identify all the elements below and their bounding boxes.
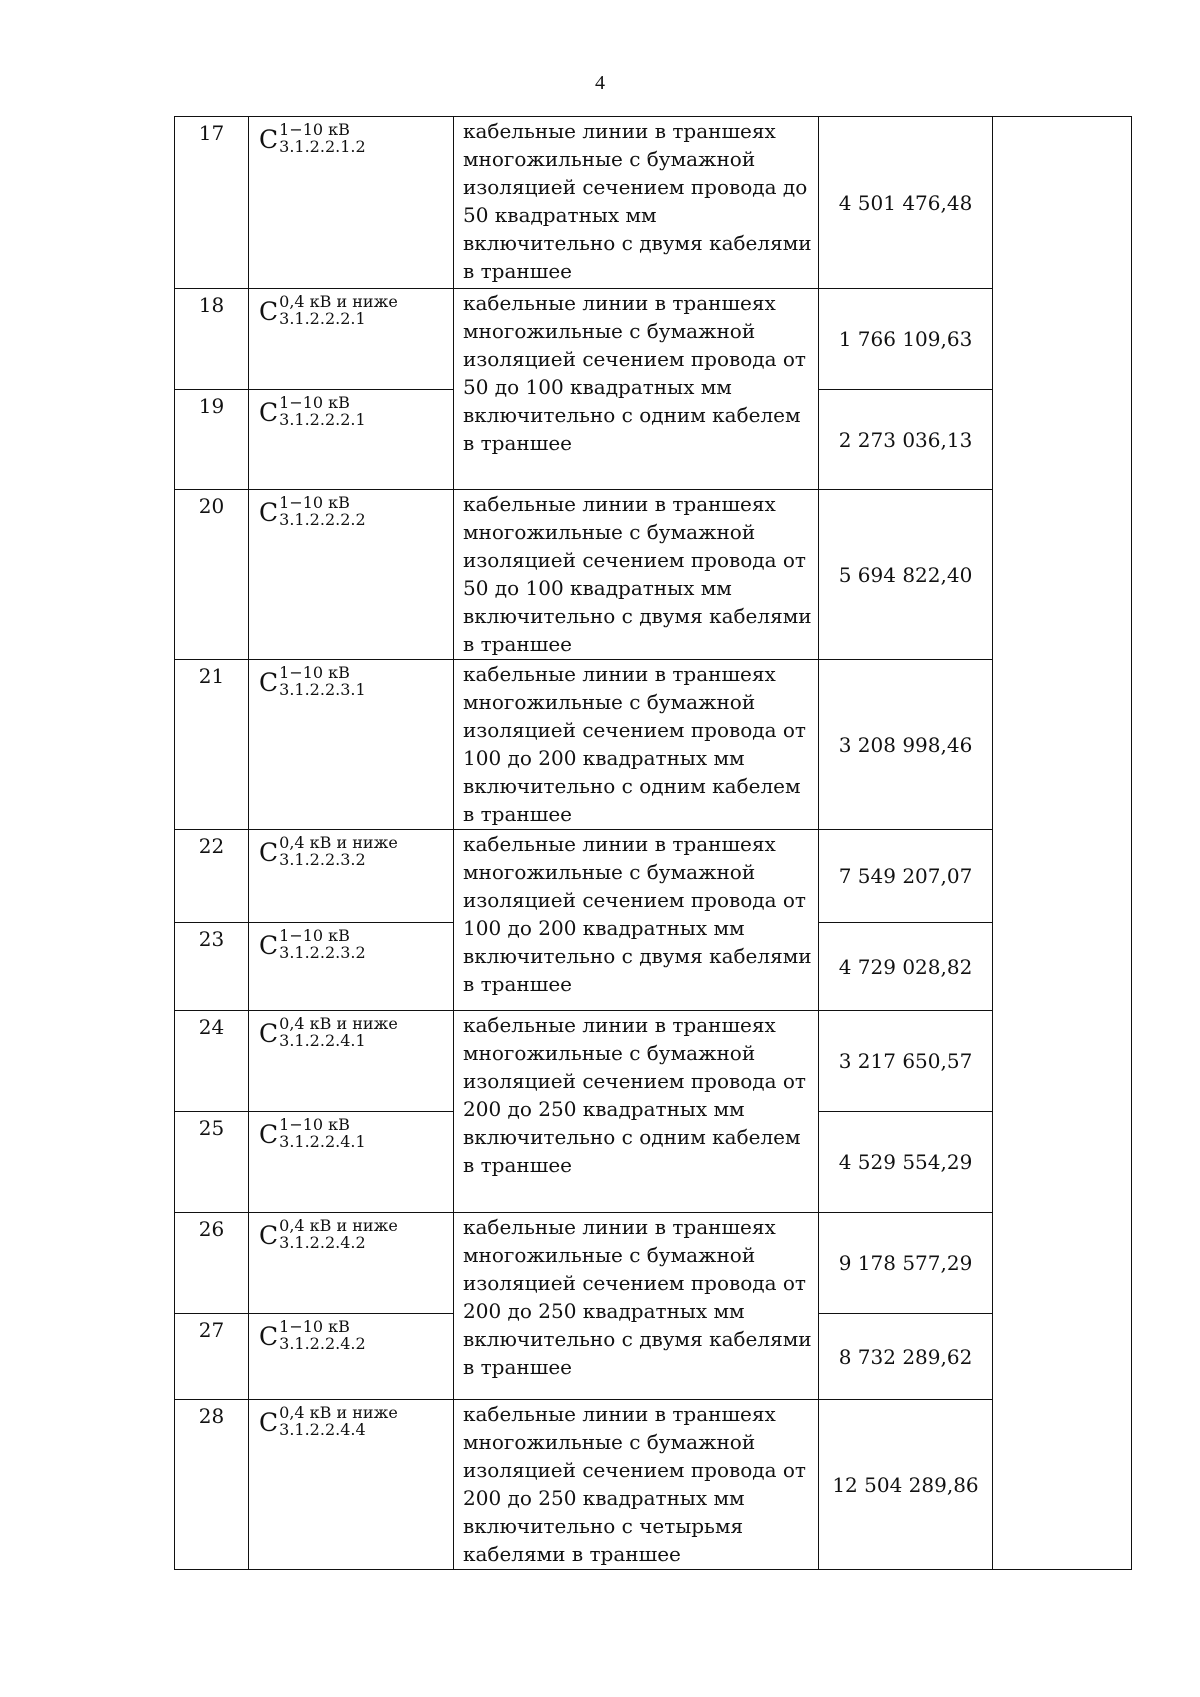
code-superscript: 1−10 кВ [279,1115,350,1134]
page-number: 4 [595,72,605,94]
code-subscript: 3.1.2.2.4.4 [279,1420,366,1439]
code-subscript: 3.1.2.2.4.2 [279,1334,366,1353]
row-number: 17 [175,117,249,289]
row-number: 24 [175,1011,249,1112]
tariff-table [174,116,1132,1570]
code-subscript: 3.1.2.2.2.1 [279,410,366,429]
code-letter: С [259,398,279,427]
code-subscript: 3.1.2.2.3.2 [279,943,366,962]
table-row [175,1400,1132,1570]
row-number: 20 [175,490,249,660]
value-cell: 4 729 028,82 [819,923,993,1011]
value-cell: 4 529 554,29 [819,1112,993,1213]
code-letter: С [259,125,279,154]
code-superscript: 1−10 кВ [279,926,350,945]
code-subscript: 3.1.2.2.4.2 [279,1233,366,1252]
value-cell: 12 504 289,86 [819,1400,993,1570]
value-cell: 3 208 998,46 [819,660,993,830]
rate-code [249,1011,454,1112]
row-number: 25 [175,1112,249,1213]
description-cell: кабельные линии в траншеях многожильные с бумажной изоляцией сечением провода от 200 до 250 квадратных мм включительно с двумя кабелями в траншее [454,1213,819,1400]
value-cell: 5 694 822,40 [819,490,993,660]
rate-code [249,289,454,390]
table-row [175,830,1132,923]
table-row [175,1011,1132,1112]
code-superscript: 0,4 кВ и ниже [279,1403,398,1422]
row-number: 26 [175,1213,249,1314]
code-subscript: 3.1.2.2.4.1 [279,1031,366,1050]
row-number: 22 [175,830,249,923]
description-cell: кабельные линии в траншеях многожильные с бумажной изоляцией сечением провода от 200 до 250 квадратных мм включительно с одним кабелем в траншее [454,1011,819,1213]
row-number: 19 [175,390,249,490]
code-subscript: 3.1.2.2.3.1 [279,680,366,699]
code-letter: С [259,1408,279,1437]
table-row [175,289,1132,390]
description-cell: кабельные линии в траншеях многожильные с бумажной изоляцией сечением провода от 50 до 100 квадратных мм включительно с одним кабелем в траншее [454,289,819,490]
value-cell: 8 732 289,62 [819,1314,993,1400]
code-letter: С [259,1221,279,1250]
rate-code [249,1112,454,1213]
code-letter: С [259,931,279,960]
description-cell: кабельные линии в траншеях многожильные с бумажной изоляцией сечением провода до 50 квадратных мм включительно с двумя кабелями в траншее [454,117,819,289]
code-subscript: 3.1.2.2.4.1 [279,1132,366,1151]
code-superscript: 0,4 кВ и ниже [279,292,398,311]
table-row [175,490,1132,660]
code-letter: С [259,1322,279,1351]
value-cell: 4 501 476,48 [819,117,993,289]
row-number: 18 [175,289,249,390]
description-cell: кабельные линии в траншеях многожильные с бумажной изоляцией сечением провода от 100 до 200 квадратных мм включительно с одним кабелем в траншее [454,660,819,830]
rate-code [249,1213,454,1314]
rate-code [249,390,454,490]
rate-code [249,660,454,830]
code-letter: С [259,838,279,867]
code-letter: С [259,297,279,326]
table-row [175,660,1132,830]
table-row [175,1213,1132,1314]
code-subscript: 3.1.2.2.3.2 [279,850,366,869]
table-row [175,117,1132,289]
description-cell: кабельные линии в траншеях многожильные с бумажной изоляцией сечением провода от 200 до 250 квадратных мм включительно с четырьмя кабелями в траншее [454,1400,819,1570]
code-superscript: 0,4 кВ и ниже [279,1014,398,1033]
code-superscript: 0,4 кВ и ниже [279,1216,398,1235]
code-subscript: 3.1.2.2.2.1 [279,309,366,328]
empty-column-cell [993,117,1132,1570]
row-number: 21 [175,660,249,830]
code-superscript: 1−10 кВ [279,493,350,512]
code-subscript: 3.1.2.2.1.2 [279,137,366,156]
rate-code [249,830,454,923]
value-cell: 9 178 577,29 [819,1213,993,1314]
code-letter: С [259,498,279,527]
rate-code [249,490,454,660]
code-superscript: 1−10 кВ [279,393,350,412]
code-letter: С [259,1120,279,1149]
code-superscript: 0,4 кВ и ниже [279,833,398,852]
value-cell: 2 273 036,13 [819,390,993,490]
code-superscript: 1−10 кВ [279,663,350,682]
rate-code [249,117,454,289]
row-number: 27 [175,1314,249,1400]
code-subscript: 3.1.2.2.2.2 [279,510,366,529]
rate-code [249,1314,454,1400]
rate-code [249,923,454,1011]
code-letter: С [259,668,279,697]
code-superscript: 1−10 кВ [279,1317,350,1336]
value-cell: 7 549 207,07 [819,830,993,923]
code-letter: С [259,1019,279,1048]
value-cell: 1 766 109,63 [819,289,993,390]
rate-code [249,1400,454,1570]
description-cell: кабельные линии в траншеях многожильные с бумажной изоляцией сечением провода от 50 до 100 квадратных мм включительно с двумя кабелями в траншее [454,490,819,660]
description-cell: кабельные линии в траншеях многожильные с бумажной изоляцией сечением провода от 100 до 200 квадратных мм включительно с двумя кабелями в траншее [454,830,819,1011]
row-number: 23 [175,923,249,1011]
value-cell: 3 217 650,57 [819,1011,993,1112]
row-number: 28 [175,1400,249,1570]
code-superscript: 1−10 кВ [279,120,350,139]
